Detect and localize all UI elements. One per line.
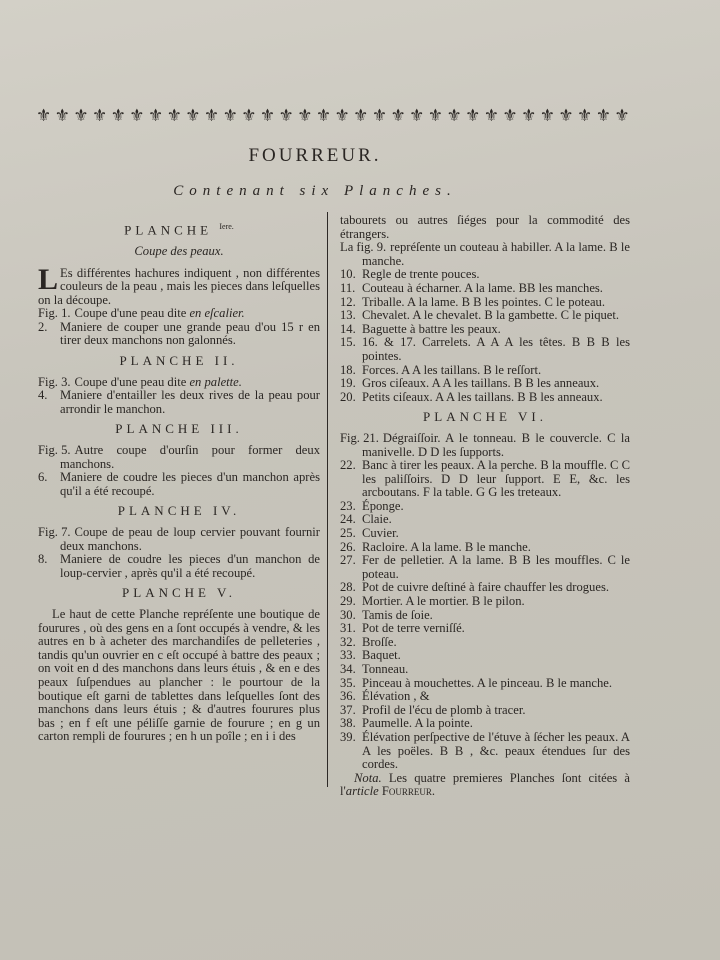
figure-entry xyxy=(340,296,630,310)
figure-entry xyxy=(38,307,320,321)
planche-5-heading: PLANCHE V. xyxy=(122,585,236,601)
figure-number: 26. xyxy=(340,539,356,554)
planche-6-heading: PLANCHE VI. xyxy=(423,409,547,425)
nota-article: article xyxy=(345,784,379,799)
fleuron-icon: ⚜ xyxy=(595,106,611,126)
figure-number: 39. xyxy=(340,729,356,744)
fleuron-icon: ⚜ xyxy=(427,106,444,126)
figure-number: 6. xyxy=(38,470,48,485)
figure-text: Tonneau. xyxy=(362,662,409,676)
figure-entry xyxy=(340,500,630,514)
fleuron-icon: ⚜ xyxy=(203,106,220,126)
fleuron-icon: ⚜ xyxy=(539,106,555,126)
figure-text: Banc à tirer les peaux. A la perche. B la mouffle. C C les paliſſoirs. D D leur ſupport. E E, &c. les arcboutans. F la table. G G les treteaux. xyxy=(362,458,631,500)
fleuron-icon: ⚜ xyxy=(371,106,388,126)
planche-4-entries xyxy=(38,526,320,580)
planche-label: PLANCHE xyxy=(124,222,213,238)
figure-text: Fer de pelletier. A la lame. B B les mouffles. C le poteau. xyxy=(362,553,630,581)
planche-1-subheading: Coupe des peaux. xyxy=(134,243,224,258)
figure-number: La fig. 9. xyxy=(340,240,387,255)
figure-entry xyxy=(340,595,630,609)
nota-paragraph xyxy=(340,772,630,799)
figure-entry xyxy=(340,309,630,323)
column-divider xyxy=(327,212,328,787)
figure-text: Racloire. A la lame. B le manche. xyxy=(362,539,531,554)
figure-text: Chevalet. A le chevalet. B la gambette. C le piquet. xyxy=(362,308,620,323)
fleuron-icon: ⚜ xyxy=(54,106,70,126)
figure-text: Dégraiſſoir. A le tonneau. B le couvercle. C la manivelle. D D les ſupports. xyxy=(362,430,630,459)
figure-entry xyxy=(340,541,630,555)
figure-text: Maniere d'entailler les deux rives de la peau pour arrondir le manchon. xyxy=(60,388,320,416)
figure-number: 18. xyxy=(340,362,356,377)
figure-entry xyxy=(38,471,320,498)
figure-number: 14. xyxy=(340,321,356,336)
figure-number: 28. xyxy=(340,580,356,595)
figure-text: Baquet. xyxy=(362,648,401,663)
fleuron-icon: ⚜ xyxy=(334,106,350,126)
figure-text: Baguette à battre les peaux. xyxy=(362,321,501,336)
fleuron-ornament-band xyxy=(36,106,630,126)
figure-emphasis: en eſcalier. xyxy=(189,306,245,321)
figure-text: Regle de trente pouces. xyxy=(362,267,480,282)
figure-entry xyxy=(38,526,320,553)
fleuron-icon: ⚜ xyxy=(259,106,276,126)
figure-text: Profil de l'écu de plomb à tracer. xyxy=(362,702,526,717)
figure-number: 23. xyxy=(340,498,356,513)
figure-number: 27. xyxy=(340,553,356,568)
fleuron-icon: ⚜ xyxy=(409,106,425,126)
fleuron-icon: ⚜ xyxy=(185,106,201,126)
figure-entry xyxy=(340,268,630,282)
fleuron-icon: ⚜ xyxy=(297,106,313,126)
figure-text: Tamis de ſoie. xyxy=(362,607,433,622)
figure-number: 30. xyxy=(340,607,356,622)
planche-5-description: Le haut de cette Planche repréſente une boutique de fourures , où des gens en a ſont occupés à vendre, & les autres en b à acheter des marchandiſes de pelleteries , tandis qu'un ouvrier en c eſt occupé à battre des peaux ; on voit en d des manchons dans leurs étuis , & en e des peaux ſuſpendues au plancher : le pourtour de la boutique eſt garni de tablettes dans leſquelles ſont des manchons dans leurs étuis ; & d'autres fourures plus bas ; en f eſt une péliſſe garnie de fourure ; en g un carton rempli de fourures ; en h un poîle ; en i i des xyxy=(38,606,320,744)
figure-entry xyxy=(340,377,630,391)
figure-number: 15. xyxy=(340,335,356,350)
figure-entry xyxy=(340,241,630,268)
figure-entry xyxy=(340,336,630,363)
planche-3-heading: PLANCHE III. xyxy=(115,421,243,437)
figure-entry xyxy=(340,731,630,772)
nota-label: Nota. xyxy=(354,770,382,785)
fleuron-icon: ⚜ xyxy=(73,106,89,126)
planche-6-entries xyxy=(340,432,630,772)
fleuron-icon: ⚜ xyxy=(521,106,537,126)
figure-text: Claie. xyxy=(362,512,392,527)
fleuron-icon: ⚜ xyxy=(166,106,182,126)
figure-number: 32. xyxy=(340,634,356,649)
fleuron-icon: ⚜ xyxy=(502,106,518,126)
figure-number: 38. xyxy=(340,716,356,731)
intro-text: Es différentes hachures indiquent , non différentes couleurs de la peau , mais les pieces dans leſquelles on la découpe. xyxy=(38,265,320,307)
planche-1-heading xyxy=(38,220,320,237)
figure-entry xyxy=(340,527,630,541)
fleuron-icon: ⚜ xyxy=(110,106,126,126)
fleuron-icon: ⚜ xyxy=(147,106,164,126)
figure-text: Cuvier. xyxy=(362,526,399,541)
figure-entry xyxy=(38,553,320,580)
figure-text: Élévation , & xyxy=(362,689,430,704)
planche-2-entries xyxy=(38,376,320,417)
figure-text: Pot de cuivre deſtiné à faire chauffer les drogues. xyxy=(362,580,609,595)
fleuron-icon: ⚜ xyxy=(241,106,257,126)
figure-entry xyxy=(38,444,320,471)
drop-cap: L xyxy=(38,262,59,296)
figure-number: Fig. 5. xyxy=(38,443,71,458)
figure-entry xyxy=(340,391,630,405)
figure-text: Broſſe. xyxy=(362,634,397,649)
fleuron-icon: ⚜ xyxy=(353,106,369,126)
figure-text: Pot de terre verniſſé. xyxy=(362,621,465,636)
fleuron-icon: ⚜ xyxy=(315,106,332,126)
figure-text: Coupe d'une peau dite xyxy=(74,374,190,389)
figure-number: 35. xyxy=(340,675,356,690)
fleuron-icon: ⚜ xyxy=(446,106,462,126)
figure-number: 33. xyxy=(340,648,356,663)
figure-text: 16. & 17. Carrelets. A A A les têtes. B B B les pointes. xyxy=(362,335,630,363)
right-column xyxy=(340,214,630,799)
figure-entry xyxy=(340,323,630,337)
figure-text: Maniere de couper une grande peau d'ou 15 r en tirer deux manchons non galonnés. xyxy=(60,319,320,348)
figure-text: Gros ciſeaux. A A les taillans. B B les anneaux. xyxy=(362,376,600,391)
figure-number: 12. xyxy=(340,294,356,309)
figure-emphasis: en palette. xyxy=(189,374,242,389)
figure-entry xyxy=(340,609,630,623)
figure-text: Élévation perſpective de l'étuve à ſécher les peaux. A A les poëles. B B , &c. peaux étendues ſur des cordes. xyxy=(362,729,630,772)
figure-entry xyxy=(340,690,630,704)
figure-entry xyxy=(340,636,630,650)
figure-number: 36. xyxy=(340,689,356,704)
figure-entry xyxy=(340,717,630,731)
figure-number: 8. xyxy=(38,552,48,567)
figure-entry xyxy=(38,321,320,348)
figure-text: Couteau à écharner. A la lame. BB les manches. xyxy=(362,280,603,295)
figure-number: Fig. 7. xyxy=(38,525,71,540)
figure-text: repréſente un couteau à habiller. A la lame. B le manche. xyxy=(362,240,630,268)
figure-text: Maniere de coudre les pieces d'un manchon de loup-cervier , après qu'il a été recoupé. xyxy=(60,552,320,580)
figure-number: 19. xyxy=(340,376,356,391)
figure-entry xyxy=(340,622,630,636)
figure-text: Paumelle. A la pointe. xyxy=(362,716,473,731)
planche-4-heading: PLANCHE IV. xyxy=(117,503,241,519)
left-column xyxy=(38,214,320,744)
figure-number: 31. xyxy=(340,621,356,636)
figure-text: Mortier. A le mortier. B le pilon. xyxy=(362,594,525,609)
figure-text: Maniere de coudre les pieces d'un manchon après qu'il a été recoupé. xyxy=(60,470,320,498)
fleuron-icon: ⚜ xyxy=(483,106,499,126)
figure-text: Éponge. xyxy=(362,498,404,513)
figure-number: 11. xyxy=(340,280,356,295)
figure-entry xyxy=(38,376,320,390)
fleuron-icon: ⚜ xyxy=(614,106,630,126)
nota-text: Les quatre premieres Planches ſont citées à l' xyxy=(340,770,630,799)
page-subtitle: Contenant six Planches. xyxy=(173,183,457,199)
figure-text: Triballe. A la lame. B B les pointes. C le poteau. xyxy=(362,294,605,309)
fleuron-icon: ⚜ xyxy=(91,106,108,126)
figure-entry xyxy=(340,459,630,500)
figure-number: Fig. 3. xyxy=(38,374,71,389)
figure-number: Fig. 21. xyxy=(340,430,379,445)
fleuron-icon: ⚜ xyxy=(278,106,294,126)
figure-number: Fig. 1. xyxy=(38,306,71,321)
figure-entry xyxy=(340,554,630,581)
figure-number: 37. xyxy=(340,702,356,717)
figure-number: 13. xyxy=(340,308,356,323)
figure-number: 10. xyxy=(340,267,356,282)
figure-text: Petits ciſeaux. A A les taillans. B B les anneaux. xyxy=(362,389,603,404)
figure-text: Coupe de peau de loup cervier pouvant fournir deux manchons. xyxy=(60,525,320,553)
nota-name: Fourreur. xyxy=(381,784,435,799)
intro-paragraph xyxy=(38,262,320,308)
fleuron-icon: ⚜ xyxy=(129,106,145,126)
figure-entry xyxy=(340,677,630,691)
planche-number: Iere. xyxy=(219,222,234,231)
figure-number: 20. xyxy=(340,389,356,404)
figure-entry xyxy=(38,389,320,416)
fleuron-icon: ⚜ xyxy=(465,106,481,126)
figure-number: 4. xyxy=(38,388,48,403)
figure-entry xyxy=(340,432,630,459)
figure-number: 2. xyxy=(38,319,48,334)
figure-entry xyxy=(340,282,630,296)
figure-number: 25. xyxy=(340,526,356,541)
fleuron-icon: ⚜ xyxy=(390,106,406,126)
continuation-text: tabourets ou autres ſiéges pour la commodité des étrangers. xyxy=(340,213,630,241)
figure-text: Forces. A A les taillans. B le reſſort. xyxy=(362,362,542,377)
planche-5-entries xyxy=(340,241,630,404)
fleuron-icon: ⚜ xyxy=(558,106,574,126)
figure-entry xyxy=(340,704,630,718)
figure-entry xyxy=(340,581,630,595)
figure-text: Pinceau à mouchettes. A le pinceau. B le manche. xyxy=(362,675,613,690)
figure-entry xyxy=(340,364,630,378)
figure-number: 22. xyxy=(340,458,356,473)
page-title: FOURREUR. xyxy=(248,145,382,166)
figure-entry xyxy=(340,663,630,677)
figure-number: 29. xyxy=(340,594,356,609)
fleuron-icon: ⚜ xyxy=(36,106,52,126)
figure-number: 34. xyxy=(340,662,356,676)
fleuron-icon: ⚜ xyxy=(577,106,593,126)
figure-text: Coupe d'une peau dite xyxy=(74,306,190,321)
figure-number: 24. xyxy=(340,512,356,527)
planche-2-heading: PLANCHE II. xyxy=(119,353,239,369)
figure-entry xyxy=(340,513,630,527)
fleuron-icon: ⚜ xyxy=(222,106,238,126)
planche-1-entries xyxy=(38,307,320,348)
figure-text: Autre coupe d'ourſin pour former deux manchons. xyxy=(60,443,320,471)
figure-entry xyxy=(340,649,630,663)
planche-3-entries xyxy=(38,444,320,498)
